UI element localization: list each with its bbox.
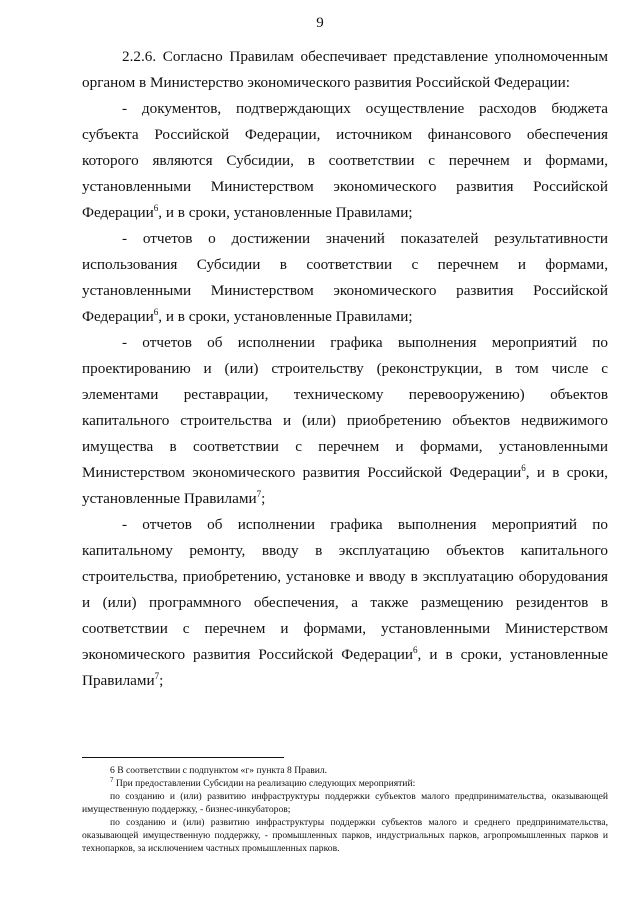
footnote-item: по созданию и (или) развитию инфраструктуры поддержки субъектов малого и среднего предпринимательства, оказывающей имущественную поддержку, - промышленных парков, индустриальных парков, агропромышленных парков и технопарков, за исключением частных промышленных парков. [82,817,608,854]
footnote-ref: 6 [521,462,526,473]
item-text: - отчетов о достижении значений показателей результативности использования Субсидии в соответствии с перечнем и формами, установленными Министерством экономического развития Российской Федерации [82,230,608,325]
list-item [82,512,608,694]
item-tail: , и в сроки, установленные Правилами; [158,204,413,221]
item-text: - отчетов об исполнении графика выполнения мероприятий по проектированию и (или) строительству (реконструкции, в том числе с элементами реставрации, техническому перевооружению) объектов капитального строительства и (или) приобретению объектов недвижимого имущества в соответствии с перечнем и формами, установленными Министерством экономического развития Российской Федерации [82,334,608,481]
list-item [82,96,608,226]
footnote-ref: 6 [153,202,159,213]
footnote-ref: 6 [413,644,418,655]
footnote-7 [82,777,608,790]
footnote-item: по созданию и (или) развитию инфраструктуры поддержки субъектов малого предпринимательства, оказывающей имущественную поддержку, - бизнес-инкубаторов; [82,791,608,815]
footnotes [82,764,608,855]
item-tail-end: ; [261,490,266,507]
footnote-ref: 7 [256,488,262,499]
page-number: 9 [316,15,324,31]
footnote-ref: 6 [153,306,159,317]
item-tail: , и в сроки, установленные Правилами [82,464,608,507]
item-text: - документов, подтверждающих осуществление расходов бюджета субъекта Российской Федерации, источником финансового обеспечения которого являются Субсидии, в соответствии с перечнем и формами, установленными Министерством экономического развития Российской Федерации [82,100,608,221]
section-intro: 2.2.6. Согласно Правилам обеспечивает представление уполномоченным органом в Министерство экономического развития Российской Федерации: [82,48,608,91]
footnote-separator [82,757,284,758]
footnote-6: 6 В соответствии с подпунктом «г» пункта 8 Правил. [110,765,328,776]
item-tail: , и в сроки, установленные Правилами [82,646,608,689]
item-tail-end: ; [159,672,164,689]
list-item [82,330,608,512]
main-text [82,44,608,694]
list-item [82,226,608,330]
footnote-text: При предоставлении Субсидии на реализацию следующих мероприятий: [113,778,416,789]
footnote-mark: 7 [110,775,114,784]
item-text: - отчетов об исполнении графика выполнения мероприятий по капитальному ремонту, вводу в эксплуатацию объектов капитального строительства, приобретению, установке и вводу в эксплуатацию оборудования и (или) программного обеспечения, а также размещению резидентов в соответствии с перечнем и формами, установленными Министерством экономического развития Российской Федерации [82,516,608,663]
item-tail: , и в сроки, установленные Правилами; [158,308,413,325]
footnote-ref: 7 [154,670,160,681]
